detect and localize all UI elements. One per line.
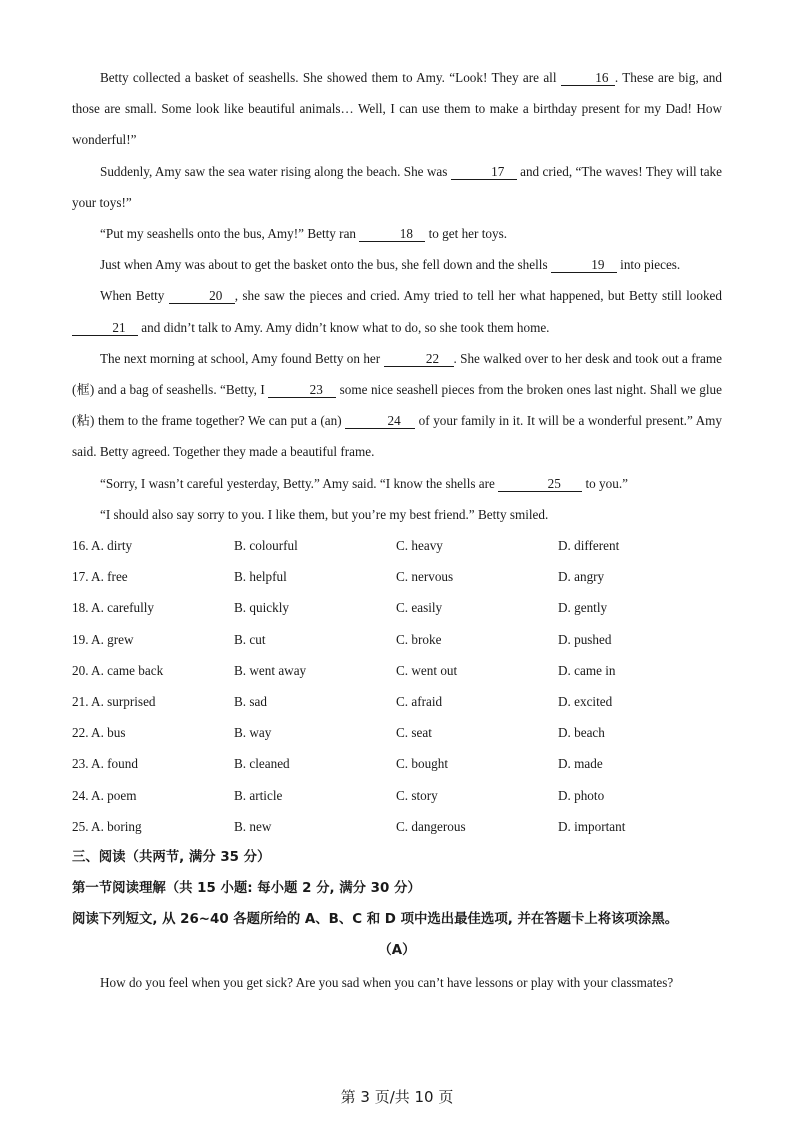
paragraph-1 xyxy=(72,62,722,156)
option-b: B. cleaned xyxy=(234,756,290,772)
paragraph-text: Betty collected a basket of seashells. She showed them to Amy. “Look! They are all xyxy=(100,70,561,85)
option-b: B. quickly xyxy=(234,600,289,616)
blank-23: 23 xyxy=(268,383,336,398)
option-c: C. story xyxy=(396,787,438,803)
section-instruction: 阅读下列短文, 从 26~40 各题所给的 A、B、C 和 D 项中选出最佳选项, 并在答题卡上将该项涂黑。 xyxy=(72,912,679,928)
blank-18: 18 xyxy=(359,227,425,242)
paragraph-text: into pieces. xyxy=(616,257,681,273)
option-a: 20. A. came back xyxy=(72,662,164,678)
part-label: （A） xyxy=(378,943,416,959)
paragraph-text: . She walked over to her desk and took out a frame (框) and a bag of seashells. “Betty, I xyxy=(72,350,722,398)
option-b: B. cut xyxy=(234,631,266,647)
paragraph-2 xyxy=(72,156,722,218)
option-d: D. photo xyxy=(558,787,605,803)
paragraph-text: When Betty xyxy=(100,288,169,304)
paragraph-text: . These are big, and those are small. Some look like beautiful animals… Well, I can use them to make a birthday present for my Dad! How wonderful!” xyxy=(72,70,722,148)
paragraph-6 xyxy=(72,343,722,468)
option-row-19 xyxy=(72,624,722,655)
blank-20: 20 xyxy=(169,289,235,304)
option-row-25 xyxy=(72,811,722,842)
option-row-21 xyxy=(72,686,722,717)
option-d: D. angry xyxy=(558,569,605,585)
option-c: C. bought xyxy=(396,756,449,772)
option-d: D. gently xyxy=(558,600,608,616)
option-c: C. heavy xyxy=(396,538,443,554)
paragraph-text: of your family in it. It will be a wonderful present.” Amy said. Betty agreed. Together they made a beautiful frame. xyxy=(72,413,722,460)
option-c: C. broke xyxy=(396,631,442,647)
paragraph-4 xyxy=(72,249,722,280)
blank-21: 21 xyxy=(72,321,138,336)
paragraph-text: to you.” xyxy=(582,475,628,491)
page-footer: 第 3 页/共 10 页 xyxy=(340,1088,454,1106)
paragraph-7 xyxy=(72,468,722,499)
blank-19: 19 xyxy=(551,258,617,273)
options-list xyxy=(72,530,722,842)
paragraph-text: and didn’t talk to Amy. Amy didn’t know what to do, so she took them home. xyxy=(138,319,550,335)
blank-24: 24 xyxy=(345,414,415,429)
option-row-22 xyxy=(72,717,722,748)
blank-16: 16 xyxy=(561,71,615,86)
section-subtitle: 第一节阅读理解（共 15 小题: 每小题 2 分, 满分 30 分） xyxy=(72,881,421,897)
option-a: 17. A. free xyxy=(72,569,128,585)
paragraph-text: Suddenly, Amy saw the sea water rising along the beach. She was xyxy=(100,163,451,179)
option-d: D. came in xyxy=(558,662,616,678)
blank-25: 25 xyxy=(498,477,582,492)
option-c: C. went out xyxy=(396,662,458,678)
option-a: 25. A. boring xyxy=(72,818,142,834)
option-a: 21. A. surprised xyxy=(72,693,156,709)
option-d: D. beach xyxy=(558,725,605,741)
blank-22: 22 xyxy=(384,352,454,367)
option-row-16 xyxy=(72,530,722,561)
option-row-20 xyxy=(72,655,722,686)
paragraph-text: some nice seashell pieces from the broken ones last night. Shall we glue (粘) them to the frame together? We can put a (an) xyxy=(72,382,722,429)
option-row-17 xyxy=(72,561,722,592)
option-c: C. afraid xyxy=(396,693,443,709)
option-b: B. way xyxy=(234,725,272,741)
option-b: B. colourful xyxy=(234,538,298,554)
option-c: C. seat xyxy=(396,725,432,741)
option-a: 22. A. bus xyxy=(72,725,126,741)
option-b: B. new xyxy=(234,818,272,834)
paragraph-text: “Put my seashells onto the bus, Amy!” Betty ran xyxy=(100,226,360,242)
blank-17: 17 xyxy=(451,165,517,180)
reading-first-line: How do you feel when you get sick? Are you sad when you can’t have lessons or play with your classmates? xyxy=(100,974,674,990)
paragraph-text: to get her toys. xyxy=(425,226,508,242)
paragraph-text: Just when Amy was about to get the basket onto the bus, she fell down and the shells xyxy=(100,257,551,273)
option-d: D. made xyxy=(558,756,603,772)
option-c: C. easily xyxy=(396,600,443,616)
option-a: 18. A. carefully xyxy=(72,600,155,616)
option-b: B. article xyxy=(234,787,283,803)
paragraph-text: The next morning at school, Amy found Betty on her xyxy=(100,350,384,366)
option-a: 24. A. poem xyxy=(72,787,137,803)
option-row-24 xyxy=(72,780,722,811)
option-a: 16. A. dirty xyxy=(72,538,133,554)
option-b: B. sad xyxy=(234,693,267,709)
paragraph-text: “Sorry, I wasn’t careful yesterday, Betty.” Amy said. “I know the shells are xyxy=(100,475,499,491)
option-c: C. dangerous xyxy=(396,818,466,834)
option-d: D. pushed xyxy=(558,631,612,647)
option-d: D. excited xyxy=(558,693,613,709)
option-a: 19. A. grew xyxy=(72,631,134,647)
paragraph-text: , she saw the pieces and cried. Amy tried to tell her what happened, but Betty still looked xyxy=(234,288,722,304)
option-d: D. different xyxy=(558,538,620,554)
option-b: B. helpful xyxy=(234,569,287,585)
paragraph-8: “I should also say sorry to you. I like them, but you’re my best friend.” Betty smiled. xyxy=(100,506,549,522)
paragraph-text: and cried, “The waves! They will take your toys!” xyxy=(72,163,722,210)
paragraph-5 xyxy=(72,280,722,342)
option-b: B. went away xyxy=(234,662,307,678)
option-a: 23. A. found xyxy=(72,756,138,772)
section-title: 三、阅读（共两节, 满分 35 分） xyxy=(72,849,271,865)
option-c: C. nervous xyxy=(396,569,454,585)
paragraph-3 xyxy=(72,218,722,249)
document-page xyxy=(72,62,722,998)
option-row-18 xyxy=(72,592,722,623)
option-row-23 xyxy=(72,748,722,779)
option-d: D. important xyxy=(558,818,626,834)
